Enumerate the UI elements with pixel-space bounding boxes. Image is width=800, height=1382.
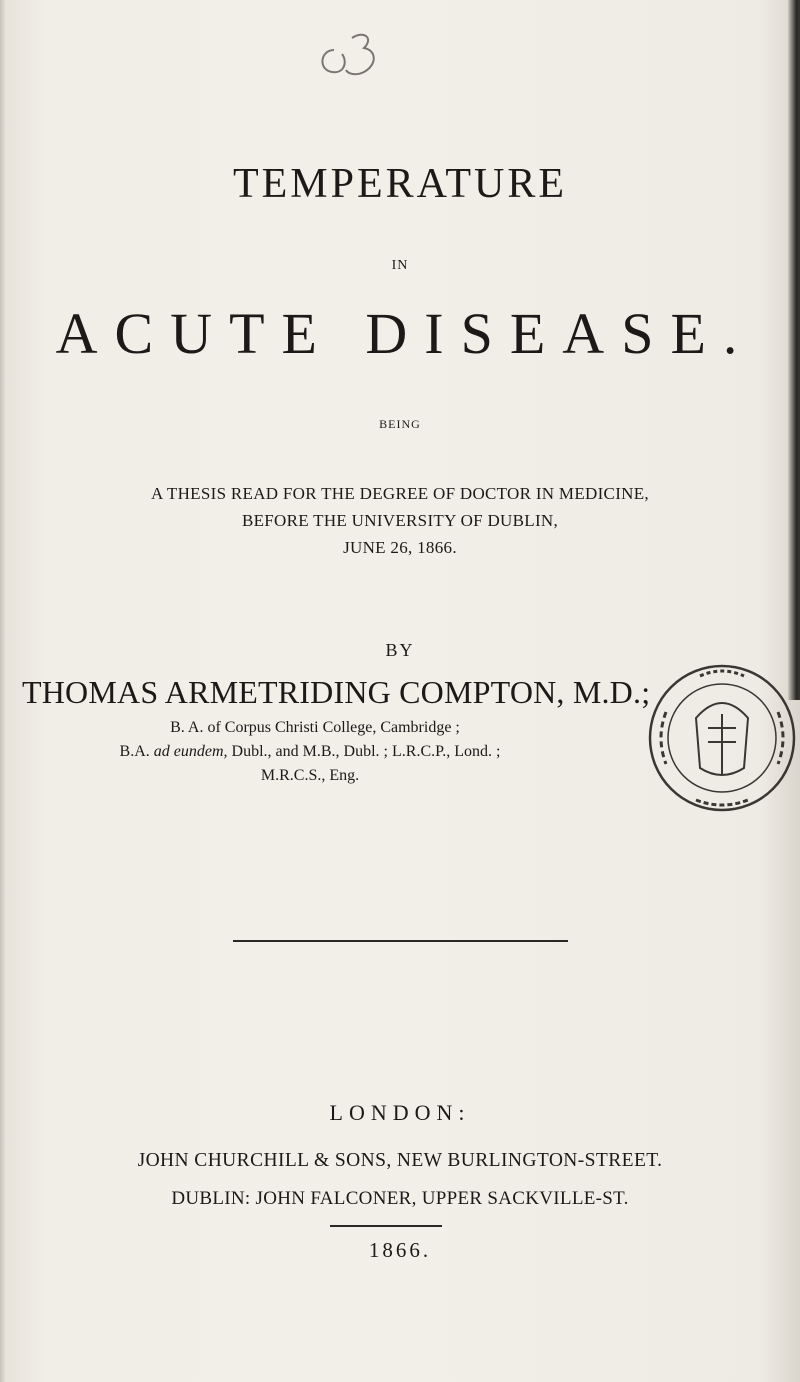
year-rule [330,1225,442,1227]
subtitle-being: BEING [379,417,421,431]
author-qualifications [0,716,620,788]
imprint-dublin: DUBLIN: JOHN FALCONER, UPPER SACKVILLE-ST. [171,1188,629,1209]
title-line-1: TEMPERATURE [232,161,567,207]
qualification-italic: ad eundem, [153,743,228,760]
imprint-year: 1866. [368,1238,432,1262]
thesis-description [0,480,800,561]
title-connector: IN [391,258,409,273]
author-name: THOMAS ARMETRIDING COMPTON, M.D.; [22,674,651,710]
qualification-rest: Dubl., and M.B., Dubl. ; L.R.C.P., Lond. ; [227,743,501,760]
library-stamp [636,658,800,818]
qualification-line-1: B. A. of Corpus Christi College, Cambridge ; [170,719,460,736]
imprint-city: LONDON: [329,1100,471,1125]
handwritten-shelfmark [312,28,392,93]
thesis-line-1: A THESIS READ FOR THE DEGREE OF DOCTOR IN MEDICINE, [151,484,649,503]
imprint-publisher: JOHN CHURCHILL & SONS, NEW BURLINGTON-STREET. [137,1150,663,1171]
thesis-line-2: BEFORE THE UNIVERSITY OF DUBLIN, [241,511,559,530]
qualification-line-3: M.R.C.S., Eng. [260,767,360,784]
thesis-date: JUNE 26, 1866. [343,538,457,557]
qualification-prefix: B.A. [119,743,154,760]
qualification-line-2 [0,740,620,764]
title-line-2: ACUTE DISEASE. [55,301,755,366]
divider-rule [233,940,568,942]
by-label: BY [385,640,415,660]
